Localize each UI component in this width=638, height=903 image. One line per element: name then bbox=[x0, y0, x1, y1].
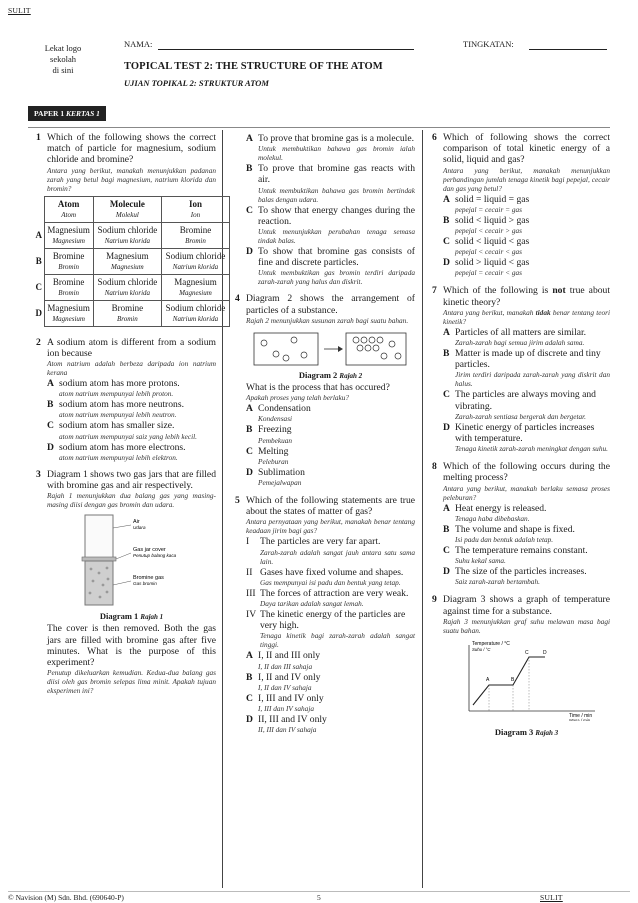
option-d[interactable]: D The size of the particles increases. Saiz zarah-zarah bertambah. bbox=[443, 566, 587, 587]
diagram-3-caption: Diagram 3 Rajah 3 bbox=[494, 726, 559, 737]
paper-badge bbox=[28, 106, 106, 121]
option-c[interactable]: C Melting Peleburan bbox=[246, 445, 289, 466]
question-text-ms: Antara pernyataan yang berikut, manakah benar tentang keadaan jirim bagi gas? bbox=[246, 517, 415, 536]
question-text-ms: Antara yang berikut, manakah menunjukkan padanan zarah yang betul bagi magnesium, natrium klorida dan bromin? bbox=[47, 165, 216, 193]
question-text: Diagram 1 shows two gas jars that are filled with bromine gas and air respectively. bbox=[47, 468, 216, 492]
question-text: Which of following shows the correct comparison of total kinetic energy of a solid, liquid and gas? bbox=[443, 132, 610, 166]
column-2 bbox=[235, 132, 415, 741]
question-7 bbox=[432, 285, 610, 453]
bromine-label: Bromine gas bbox=[133, 575, 164, 582]
question-number: 3 bbox=[36, 468, 41, 480]
question-text: A sodium atom is different from a sodium ion because bbox=[47, 336, 216, 359]
x-axis-label-ms: Masa / min bbox=[569, 717, 591, 721]
question-text: Which of the following shows the correct match of particle for magnesium, sodium chloride and bromine? bbox=[47, 132, 216, 166]
logo-line: sekolah bbox=[50, 54, 76, 64]
table-row: C Bromine Bromin Sodium chloride Natrium klorida Magnesium Magnesium bbox=[34, 274, 230, 300]
option-d[interactable]: D II, III and IV only II, III dan IV sahaja bbox=[246, 714, 327, 735]
y-axis-label-ms: Suhu / °C bbox=[472, 646, 491, 652]
logo-line: Lekat logo bbox=[44, 43, 82, 53]
question-3 bbox=[36, 469, 216, 695]
sulit-bottom-right: SULIT bbox=[540, 893, 563, 902]
question-text-ms: Apakah proses yang telah berlaku? bbox=[246, 393, 350, 403]
diagram-1-caption: Diagram 1 Rajah 1 bbox=[99, 611, 164, 622]
question-text: Diagram 2 shows the arrangement of particles of a substance. bbox=[246, 293, 415, 316]
question-number: 5 bbox=[235, 495, 240, 507]
question-text: Diagram 3 shows a graph of temperature against time for a substance. bbox=[443, 594, 610, 617]
option-c[interactable]: C sodium atom has smaller size. atom natrium mempunyai saiz yang lebih kecil. bbox=[47, 420, 198, 441]
option-b[interactable]: B I, II and IV only I, II dan IV sahaja bbox=[246, 671, 321, 692]
logo-placeholder bbox=[28, 43, 98, 76]
option-b[interactable]: B Freezing Pembekuan bbox=[246, 424, 293, 445]
question-text-ms: Rajah 3 menunjukkan graf suhu melawan masa bagi suatu bahan. bbox=[443, 616, 610, 635]
question-8 bbox=[432, 461, 610, 586]
table-header: Ion Ion bbox=[161, 196, 229, 222]
option-a[interactable]: A Heat energy is released. Tenaga haba dibebaskan. bbox=[443, 502, 547, 523]
diagram-2-caption: Diagram 2 Rajah 2 bbox=[298, 369, 363, 380]
table-header: Atom Atom bbox=[44, 196, 93, 222]
question-text-ms: Atom natrium adalah berbeza daripada ion natrium kerana bbox=[47, 359, 216, 378]
statement-iv: IV The kinetic energy of the particles are very high. Tenaga kinetik bagi zarah-zarah adalah sangat tinggi. bbox=[246, 609, 415, 650]
x-axis-label: Time / min bbox=[569, 712, 593, 719]
air-jar bbox=[85, 515, 113, 559]
option-letter: B bbox=[35, 256, 42, 267]
option-c[interactable]: C The temperature remains constant. Suhu kekal sama. bbox=[443, 545, 588, 566]
option-letter: C bbox=[35, 282, 42, 293]
question-text: Which of the following is not true about kinetic theory? bbox=[443, 285, 610, 308]
column-1 bbox=[35, 132, 226, 702]
option-b[interactable]: B To prove that bromine gas reacts with air. Untuk membuktikan bahawa gas bromin bertindak balas dengan udara. bbox=[246, 163, 415, 204]
option-b[interactable]: B Matter is made up of discrete and tiny particles. Jirim terdiri daripada zarah-zarah yang diskrit dan halus. bbox=[443, 348, 610, 389]
question-number: 7 bbox=[432, 285, 437, 297]
question-text: The cover is then removed. Both the gas jars are filled with bromine gas after five minutes. What is the purpose of this experiment? bbox=[47, 623, 216, 669]
option-a[interactable]: A I, II and III only I, II dan III sahaja bbox=[246, 650, 321, 671]
question-number: 8 bbox=[432, 461, 437, 473]
statement-iii: III The forces of attraction are very weak. Daya tarikan adalah sangat lemah. bbox=[246, 587, 409, 609]
question-number: 1 bbox=[36, 132, 41, 143]
question-6 bbox=[432, 132, 610, 277]
question-text-ms: Antara yang berikut, manakah tidak benar tentang teori kinetik? bbox=[443, 307, 611, 326]
point-a: A bbox=[486, 676, 490, 683]
footer-copyright: © Navision (M) Sdn. Bhd. (690640-P) bbox=[8, 893, 124, 902]
point-d: D bbox=[543, 649, 547, 656]
bromine-jar bbox=[85, 561, 113, 605]
option-a[interactable]: A To prove that bromine gas is a molecule. Untuk membuktikan bahawa gas bromin ialah molekul. bbox=[246, 133, 415, 163]
question-text: What is the process that has occured? bbox=[246, 382, 390, 394]
option-letter: D bbox=[35, 308, 42, 319]
page-number: 5 bbox=[317, 893, 321, 902]
cover-label: Gas jar cover bbox=[133, 547, 166, 554]
table-row: B Bromine Bromin Magnesium Magnesium Sodium chloride Natrium klorida bbox=[34, 248, 230, 274]
option-letter: A bbox=[35, 230, 42, 241]
tingkatan-field[interactable] bbox=[529, 49, 607, 50]
option-a[interactable]: A Condensation Kondensasi bbox=[246, 403, 311, 424]
question-1 bbox=[36, 132, 216, 193]
cover-label-ms: Penutup balang kaca bbox=[133, 553, 177, 559]
statement-ii: II Gases have fixed volume and shapes. Gas mempunyai isi padu dan bentuk yang tetap. bbox=[246, 566, 404, 587]
q1-table bbox=[34, 196, 230, 327]
option-a[interactable]: A Particles of all matters are similar. Zarah-zarah bagi semua jirim adalah sama. bbox=[443, 326, 587, 348]
question-text: Which of the following statements are true about the states of matter of gas? bbox=[246, 495, 415, 518]
table-header: Molecule Molekul bbox=[93, 196, 161, 222]
question-2 bbox=[36, 337, 216, 462]
option-c[interactable]: C solid < liquid < gas pepejal < cecair < gas bbox=[443, 236, 530, 257]
question-text-ms: Rajah 1 menunjukkan dua balang gas yang masing-masing diisi dengan gas bromin dan udara. bbox=[47, 491, 216, 510]
footer-rule bbox=[8, 891, 630, 892]
question-text-ms: Rajah 2 menunjukkan susunan zarah bagi suatu bahan. bbox=[246, 315, 409, 325]
statement-i: I The particles are very far apart. Zarah-zarah adalah sangat jauh antara satu sama lain. bbox=[246, 536, 415, 566]
option-c[interactable]: C To show that energy changes during the reaction. Untuk menunjukkan perubahan tenaga semasa tindak balas. bbox=[246, 204, 415, 246]
option-d[interactable]: D Sublimation Pemejalwapan bbox=[246, 466, 305, 488]
question-number: 2 bbox=[36, 336, 41, 348]
question-3-options bbox=[235, 133, 415, 286]
logo-line: di sini bbox=[52, 65, 74, 75]
question-number: 4 bbox=[235, 293, 240, 305]
question-text-ms: Antara yang berikut, manakah menunjukkan perbandingan jumlah tenaga kinetik bagi pepejal, cecair dan gas yang betul? bbox=[443, 165, 610, 193]
option-d[interactable]: D To show that bromine gas consists of fine and discrete particles. Untuk membuktikan gas bromin terdiri daripada zarah-zarah yang halus dan diskrit. bbox=[246, 246, 415, 287]
column-divider bbox=[422, 130, 423, 888]
header-rule bbox=[28, 127, 610, 128]
option-d[interactable]: D solid > liquid < gas pepejal = cecair < gas bbox=[443, 257, 530, 278]
gas-jar-cover bbox=[82, 557, 116, 561]
option-c[interactable]: C I, III and IV only I, III dan IV sahaja bbox=[246, 692, 324, 714]
table-row: D Magnesium Magnesium Bromine Bromin Sodium chloride Natrium klorida bbox=[34, 300, 230, 326]
y-axis-label: Temperature / °C bbox=[472, 640, 510, 647]
air-label-ms: Udara bbox=[133, 525, 146, 531]
option-d[interactable]: D sodium atom has more electrons. atom natrium mempunyai lebih elektron. bbox=[47, 441, 186, 462]
nama-label: NAMA: bbox=[124, 39, 153, 49]
paper-label-ms: KERTAS 1 bbox=[65, 109, 100, 118]
option-a[interactable]: A sodium atom has more protons. atom natrium mempunyai lebih proton. bbox=[47, 378, 180, 399]
option-a[interactable]: A solid = liquid = gas pepejal = cecair = gas bbox=[443, 193, 530, 214]
graph-line bbox=[473, 657, 545, 705]
option-b[interactable]: B sodium atom has more neutrons. atom natrium mempunyai lebih neutron. bbox=[47, 399, 184, 420]
bromine-label-ms: Gas bromin bbox=[133, 581, 157, 587]
point-b: B bbox=[511, 676, 515, 683]
tingkatan-label: TINGKATAN: bbox=[463, 39, 514, 49]
question-text: Which of the following occurs during the melting process? bbox=[443, 461, 610, 484]
paper-label: PAPER 1 bbox=[34, 109, 65, 118]
nama-field[interactable] bbox=[158, 49, 414, 50]
option-c[interactable]: C The particles are always moving and vibrating. Zarah-zarah sentiasa bergerak dan bergetar. bbox=[443, 389, 596, 421]
temperature-time-graph bbox=[449, 639, 599, 721]
question-5 bbox=[235, 495, 415, 734]
table-row: A Magnesium Magnesium Sodium chloride Natrium klorida Bromine Bromin bbox=[34, 222, 230, 248]
question-4 bbox=[235, 293, 415, 487]
sulit-top-left: SULIT bbox=[8, 6, 31, 15]
particle-arrangement-diagram bbox=[246, 330, 408, 368]
option-d[interactable]: D Kinetic energy of particles increases with temperature. Tenaga kinetik zarah-zarah meningkat dengan suhu. bbox=[443, 421, 608, 454]
column-3 bbox=[432, 132, 610, 746]
option-b[interactable]: B solid < liquid > gas pepejal < cecair > gas bbox=[443, 214, 530, 236]
question-text-ms: Antara yang berikut, manakah berlaku semasa proses peleburan? bbox=[443, 483, 610, 502]
question-text-ms: Penutup dikeluarkan kemudian. Kedua-dua balang gas diisi oleh gas bromin selepas lima minit. Apakah tujuan eksperimen ini? bbox=[47, 668, 216, 696]
option-b[interactable]: B The volume and shape is fixed. Isi padu dan bentuk adalah tetap. bbox=[443, 523, 575, 545]
page-subtitle: UJIAN TOPIKAL 2: STRUKTUR ATOM bbox=[124, 78, 269, 88]
question-number: 9 bbox=[432, 594, 437, 606]
question-9 bbox=[432, 594, 610, 739]
question-number: 6 bbox=[432, 132, 437, 143]
gas-jars-diagram bbox=[55, 513, 215, 609]
page-title: TOPICAL TEST 2: THE STRUCTURE OF THE ATOM bbox=[124, 61, 383, 72]
air-label: Air bbox=[133, 519, 140, 526]
point-c: C bbox=[525, 649, 529, 656]
